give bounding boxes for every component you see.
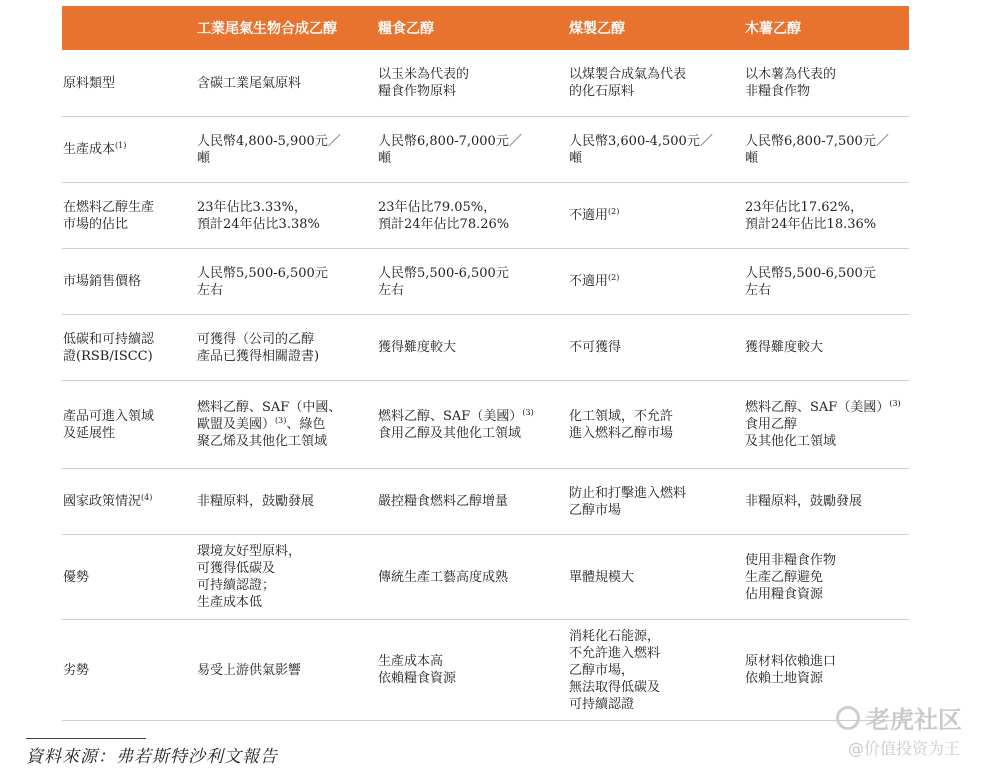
table-cell: 不適用$^{(2)}$: [569, 207, 620, 223]
table-cell: 嚴控糧食燃料乙醇增量: [378, 494, 509, 509]
table-cell: 人民幣5,500-6,500元 左右: [745, 265, 876, 298]
table-row: [62, 381, 909, 469]
source-note: 資料來源：弗若斯特沙利文報告: [26, 747, 278, 767]
header-coal-ethanol: 煤製乙醇: [569, 21, 625, 37]
table-cell: 獲得難度較大: [378, 340, 457, 355]
table-cell: 獲得難度較大: [745, 340, 824, 355]
table-cell: 化工領域，不允許 進入燃料乙醇市場: [569, 408, 674, 441]
table-cell: 非糧原料，鼓勵發展: [197, 494, 315, 509]
row-label: 生產成本$^{(1)}$: [63, 141, 127, 157]
table-cell: 人民幣5,500-6,500元 左右: [378, 265, 509, 298]
table-cell: 傳統生產工藝高度成熟: [378, 569, 509, 585]
source-divider: [26, 738, 146, 739]
table-cell: 人民幣6,800-7,000元／ 噸: [378, 133, 522, 166]
table-row: [62, 469, 909, 535]
table-cell: 人民幣6,800-7,500元／ 噸: [745, 133, 889, 166]
table-cell: 23年佔比3.33%， 預計24年佔比3.38%: [197, 199, 320, 232]
table-row: [62, 50, 909, 117]
row-label: 優勢: [63, 569, 90, 585]
table-row: [62, 620, 909, 721]
footnote-mark: (2): [608, 273, 620, 282]
table-cell: 不可獲得: [569, 340, 622, 355]
table-cell: 消耗化石能源， 不允許進入燃料 乙醇市場， 無法取得低碳及 可持續認證: [569, 628, 661, 712]
footnote-mark: (3): [275, 416, 287, 425]
table-cell: 人民幣5,500-6,500元 左右: [197, 265, 328, 298]
table-cell: 環境友好型原料， 可獲得低碳及 可持續認證； 生產成本低: [197, 544, 302, 610]
row-label: 產品可進入領域 及延展性: [63, 408, 155, 441]
table-cell: 原材料依賴進口 依賴土地資源: [745, 654, 837, 686]
table-row: [62, 535, 909, 620]
table-cell: 非糧原料，鼓勵發展: [745, 494, 863, 509]
table-cell: 23年佔比17.62%， 預計24年佔比18.36%: [745, 199, 877, 232]
table-cell: 以木薯為代表的 非糧食作物: [745, 67, 837, 99]
row-label: 市場銷售價格: [63, 274, 142, 289]
table-cell: 易受上游供氣影響: [197, 662, 302, 678]
table-cell: 使用非糧食作物 生產乙醇避免 佔用糧食資源: [745, 552, 837, 602]
table-cell: 燃料乙醇、SAF（中國、 歐盟及美國）$^{(3)}$、綠色 聚乙烯及其他化工領域: [197, 400, 342, 449]
table-cell: 單體規模大: [569, 569, 635, 585]
table-row: [62, 315, 909, 381]
table-cell: 人民幣3,600-4,500元／ 噸: [569, 133, 713, 166]
tiger-logo-icon: [836, 706, 860, 730]
table-cell: 防止和打擊進入燃料 乙醇市場: [569, 485, 687, 518]
row-label: 國家政策情況$^{(4)}$: [63, 493, 153, 509]
table-cell: 以煤製合成氣為代表 的化石原料: [569, 67, 687, 99]
footnote-mark: (3): [522, 407, 534, 417]
row-label: 在燃料乙醇生產 市場的佔比: [63, 199, 155, 232]
table-cell: 人民幣4,800-5,900元／ 噸: [197, 133, 341, 166]
watermark-brand: 老虎社区: [836, 700, 962, 735]
table-cell: 含碳工業尾氣原料: [197, 75, 302, 91]
comparison-table: [62, 6, 909, 721]
table-cell: 可獲得（公司的乙醇 產品已獲得相關證書): [197, 331, 320, 364]
footnote-mark: (3): [889, 399, 901, 408]
footnote-mark: (4): [141, 493, 153, 502]
table-cell: 生產成本高 依賴糧食資源: [378, 654, 457, 686]
header-cassava-ethanol: 木薯乙醇: [745, 21, 801, 37]
row-label: 低碳和可持續認 證(RSB/ISCC): [63, 331, 155, 364]
table-row: [62, 117, 909, 183]
table-cell: 不適用$^{(2)}$: [569, 273, 620, 289]
table-cell: 23年佔比79.05%， 預計24年佔比78.26%: [378, 199, 510, 232]
header-industrial-tail-gas-ethanol: 工業尾氣生物合成乙醇: [197, 21, 337, 37]
table-cell: 燃料乙醇、SAF（美國）$^{(3)}$ 食用乙醇及其他化工領域: [378, 407, 534, 441]
table-header: [62, 6, 909, 50]
watermark-tagline: @价值投资为王: [848, 739, 961, 758]
footnote-mark: (2): [608, 207, 620, 216]
table-row: [62, 183, 909, 249]
table-row: [62, 249, 909, 315]
header-grain-ethanol: 糧食乙醇: [378, 21, 434, 37]
row-label: 原料類型: [63, 75, 116, 91]
table-cell: 燃料乙醇、SAF（美國）$^{(3)}$ 食用乙醇 及其他化工領域: [745, 399, 901, 449]
table-cell: 以玉米為代表的 糧食作物原料: [378, 67, 470, 99]
footnote-mark: (1): [115, 141, 127, 150]
row-label: 劣勢: [63, 662, 90, 678]
